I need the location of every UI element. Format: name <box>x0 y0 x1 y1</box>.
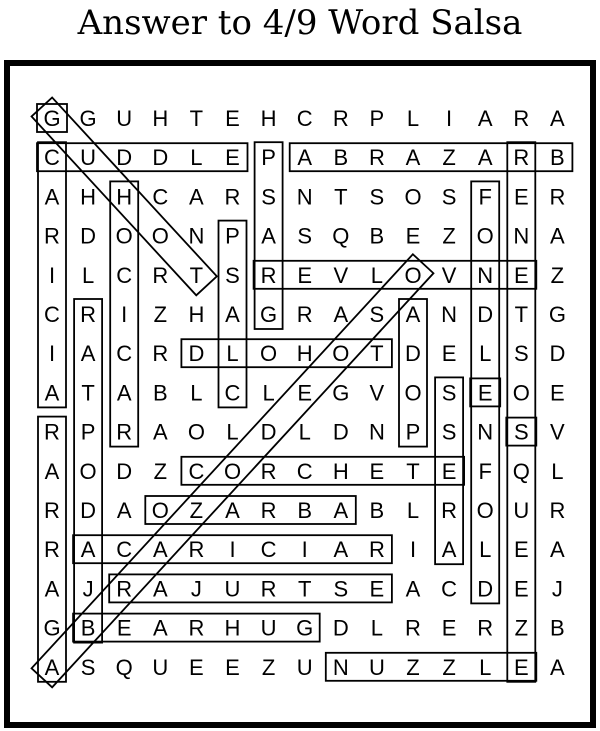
grid-letter: R <box>260 458 277 484</box>
grid-letter: Z <box>261 654 276 680</box>
grid-letter: C <box>224 380 241 406</box>
grid-letter: S <box>441 380 457 406</box>
grid-letter: R <box>188 537 205 563</box>
grid-letter: I <box>446 106 453 131</box>
letter-grid <box>43 106 566 680</box>
grid-letter: T <box>189 106 204 131</box>
grid-letter: A <box>333 302 349 327</box>
grid-letter: S <box>369 302 385 327</box>
grid-letter: N <box>513 223 530 249</box>
grid-letter: A <box>80 341 96 367</box>
grid-letter: E <box>550 380 565 406</box>
grid-letter: E <box>513 262 529 288</box>
grid-letter: C <box>44 145 60 171</box>
grid-letter: N <box>296 184 313 210</box>
grid-letter: R <box>513 145 530 171</box>
grid-letter: Q <box>332 223 350 249</box>
grid-letter: Z <box>189 498 204 523</box>
grid-letter: U <box>260 615 277 641</box>
grid-letter: A <box>261 223 276 249</box>
grid-letter: N <box>368 419 385 445</box>
grid-letter: S <box>513 341 529 367</box>
grid-letter: Q <box>512 458 530 484</box>
grid-letter: E <box>189 654 204 680</box>
grid-letter: G <box>548 302 566 327</box>
grid-letter: E <box>441 458 457 484</box>
grid-letter: G <box>43 615 61 641</box>
grid-letter: T <box>370 341 384 367</box>
grid-letter: E <box>513 654 529 680</box>
grid-letter: O <box>187 419 205 445</box>
grid-letter: N <box>477 262 494 288</box>
grid-letter: S <box>441 419 457 445</box>
grid-letter: L <box>190 380 203 406</box>
grid-letter: R <box>296 302 313 327</box>
grid-letter: H <box>188 302 205 327</box>
word-search-board <box>4 60 596 728</box>
grid-letter: A <box>116 380 132 406</box>
grid-letter: I <box>409 537 417 563</box>
grid-letter: O <box>404 262 422 288</box>
grid-letter: E <box>477 380 493 406</box>
grid-letter: L <box>370 615 384 641</box>
grid-letter: S <box>513 419 529 445</box>
grid-letter: B <box>369 498 385 523</box>
grid-letter: S <box>333 576 349 602</box>
grid-letter: R <box>152 262 169 288</box>
grid-letter: D <box>405 341 421 367</box>
grid-letter: U <box>513 498 530 523</box>
grid-letter: V <box>333 262 349 288</box>
grid-letter: L <box>406 498 420 523</box>
grid-letter: R <box>405 615 421 641</box>
grid-letter: A <box>152 419 168 445</box>
grid-letter: D <box>549 341 566 367</box>
grid-letter: Z <box>406 654 420 680</box>
grid-letter: C <box>260 537 277 563</box>
answer-outline <box>290 143 573 171</box>
grid-letter: O <box>151 498 169 523</box>
grid-letter: Z <box>153 458 168 484</box>
grid-letter: E <box>297 262 313 288</box>
grid-letter: P <box>369 106 385 131</box>
grid-letter: G <box>43 106 61 131</box>
grid-letter: C <box>116 262 133 288</box>
grid-letter: S <box>225 262 240 288</box>
grid-letter: Z <box>550 262 565 288</box>
grid-letter: A <box>44 380 60 406</box>
grid-letter: L <box>190 145 203 171</box>
grid-letter: E <box>116 615 132 641</box>
grid-letter: A <box>550 106 565 131</box>
grid-letter: I <box>48 262 56 288</box>
grid-letter: R <box>513 106 530 131</box>
grid-letter: D <box>152 145 169 171</box>
grid-letter: S <box>297 223 313 249</box>
grid-letter: B <box>550 145 565 171</box>
grid-letter: N <box>441 302 458 327</box>
grid-letter: L <box>479 654 492 680</box>
grid-letter: R <box>80 302 97 327</box>
grid-letter: H <box>116 184 133 210</box>
grid-letter: A <box>405 145 421 171</box>
grid-letter: U <box>368 654 385 680</box>
grid-letter: F <box>478 184 492 210</box>
grid-letter: A <box>152 576 168 602</box>
grid-letter: O <box>260 341 278 367</box>
grid-letter: C <box>441 576 458 602</box>
grid-letter: O <box>476 223 494 249</box>
grid-letter: Z <box>153 302 168 327</box>
grid-letter: H <box>224 615 241 641</box>
grid-letter: O <box>223 458 242 484</box>
grid-letter: D <box>116 458 133 484</box>
grid-letter: A <box>477 106 493 131</box>
grid-letter: E <box>225 106 240 131</box>
grid-letter: A <box>225 498 240 523</box>
grid-letter: R <box>260 262 277 288</box>
grid-letter: E <box>441 341 457 367</box>
grid-letter: J <box>551 576 563 602</box>
grid-letter: J <box>82 576 94 602</box>
grid-letter: E <box>225 145 240 171</box>
grid-letter: A <box>550 537 565 563</box>
grid-letter: A <box>333 537 349 563</box>
grid-letter: V <box>369 380 385 406</box>
grid-letter: R <box>549 184 566 210</box>
grid-letter: R <box>368 145 385 171</box>
grid-letter: L <box>298 419 311 445</box>
grid-letter: D <box>80 498 97 523</box>
grid-letter: O <box>404 184 422 210</box>
grid-letter: L <box>370 262 384 288</box>
grid-letter: H <box>80 184 97 210</box>
grid-letter: R <box>224 184 241 210</box>
grid-letter: A <box>405 576 421 602</box>
grid-letter: E <box>369 458 385 484</box>
grid-letter: U <box>116 106 133 131</box>
grid-letter: T <box>81 380 95 406</box>
grid-letter: S <box>369 184 385 210</box>
grid-letter: L <box>551 458 564 484</box>
grid-letter: T <box>297 576 312 602</box>
grid-letter: T <box>406 458 420 484</box>
grid-letter: A <box>80 537 96 563</box>
grid-letter: R <box>44 498 60 523</box>
grid-letter: B <box>550 615 565 641</box>
grid-letter: T <box>514 302 529 327</box>
grid-letter: V <box>550 419 565 445</box>
grid-letter: O <box>332 341 350 367</box>
grid-letter: Q <box>115 654 133 680</box>
grid-letter: U <box>80 145 97 171</box>
grid-letter: T <box>334 184 348 210</box>
grid-letter: L <box>81 262 95 288</box>
grid-letter: P <box>225 223 240 249</box>
grid-letter: R <box>332 106 349 131</box>
grid-letter: G <box>260 302 278 327</box>
grid-letter: A <box>44 458 60 484</box>
grid-letter: E <box>225 654 240 680</box>
grid-letter: C <box>116 341 133 367</box>
grid-letter: E <box>441 615 457 641</box>
grid-letter: L <box>406 106 420 131</box>
grid-letter: D <box>332 615 349 641</box>
grid-letter: R <box>116 419 133 445</box>
grid-letter: C <box>116 537 133 563</box>
grid-letter: B <box>369 223 385 249</box>
grid-letter: R <box>152 341 169 367</box>
grid-letter: A <box>225 302 240 327</box>
grid-letter: A <box>477 145 493 171</box>
grid-letter: Z <box>442 145 456 171</box>
grid-letter: G <box>296 615 314 641</box>
grid-letter: I <box>121 302 128 327</box>
grid-letter: A <box>405 302 421 327</box>
grid-letter: L <box>479 537 492 563</box>
grid-letter: O <box>476 498 494 523</box>
grid-letter: E <box>297 380 313 406</box>
grid-letter: A <box>441 537 457 563</box>
grid-letter: C <box>296 458 313 484</box>
grid-letter: H <box>152 106 169 131</box>
grid-letter: O <box>151 223 169 249</box>
grid-letter: A <box>550 654 565 680</box>
grid-letter: C <box>296 106 313 131</box>
grid-letter: U <box>296 654 313 680</box>
grid-letter: A <box>550 223 565 249</box>
grid-letter: D <box>260 419 277 445</box>
grid-letter: H <box>296 341 313 367</box>
grid-letter: E <box>369 576 385 602</box>
grid-letter: O <box>512 380 530 406</box>
grid-letter: Z <box>514 615 529 641</box>
grid-letter: B <box>152 380 168 406</box>
grid-letter: R <box>260 576 277 602</box>
grid-letter: Z <box>442 654 456 680</box>
puzzle-title: Answer to 4/9 Word Salsa <box>77 3 523 43</box>
grid-letter: D <box>188 341 205 367</box>
grid-letter: D <box>477 302 494 327</box>
grid-letter: L <box>262 380 275 406</box>
grid-letter: P <box>80 419 96 445</box>
grid-letter: E <box>405 223 421 249</box>
grid-letter: J <box>190 576 202 602</box>
grid-letter: U <box>152 654 169 680</box>
grid-letter: O <box>115 223 133 249</box>
grid-letter: G <box>79 106 97 131</box>
grid-letter: N <box>477 419 494 445</box>
grid-letter: C <box>152 184 169 210</box>
grid-letter: A <box>44 654 60 680</box>
grid-letter: R <box>188 615 205 641</box>
grid-letter: Z <box>442 223 456 249</box>
grid-letter: R <box>477 615 494 641</box>
grid-letter: T <box>189 262 204 288</box>
grid-letter: D <box>80 223 97 249</box>
grid-letter: A <box>189 184 204 210</box>
grid-letter: D <box>116 145 133 171</box>
grid-letter: F <box>478 458 492 484</box>
grid-letter: A <box>152 537 168 563</box>
grid-letter: C <box>188 458 205 484</box>
grid-letter: E <box>513 576 529 602</box>
grid-letter: R <box>260 498 277 523</box>
grid-letter: R <box>441 498 458 523</box>
grid-letter: A <box>44 184 60 210</box>
grid-letter: D <box>477 576 494 602</box>
grid-letter: G <box>332 380 350 406</box>
grid-letter: A <box>333 498 349 523</box>
grid-letter: A <box>116 498 132 523</box>
grid-letter: I <box>48 341 56 367</box>
grid-letter: R <box>116 576 133 602</box>
grid-letter: E <box>513 184 529 210</box>
grid-letter: H <box>260 106 277 131</box>
grid-letter: R <box>549 498 566 523</box>
grid-letter: B <box>333 145 349 171</box>
grid-letter: R <box>44 537 60 563</box>
grid-letter: V <box>441 262 457 288</box>
grid-letter: N <box>332 654 349 680</box>
grid-letter: C <box>44 302 60 327</box>
grid-letter: I <box>301 537 308 563</box>
grid-letter: L <box>226 341 239 367</box>
grid-letter: O <box>79 458 97 484</box>
grid-letter: P <box>261 145 276 171</box>
grid-letter: S <box>80 654 96 680</box>
grid-letter: R <box>44 419 60 445</box>
grid-letter: D <box>332 419 349 445</box>
grid-letter: U <box>224 576 241 602</box>
grid-letter: L <box>479 341 492 367</box>
grid-letter: S <box>441 184 457 210</box>
grid-letter: O <box>404 380 422 406</box>
grid-letter: A <box>152 615 168 641</box>
grid-letter: B <box>297 498 313 523</box>
grid-letter: S <box>261 184 276 210</box>
grid-letter: A <box>44 576 60 602</box>
grid-letter: E <box>513 537 529 563</box>
grid-letter: I <box>229 537 236 563</box>
grid-letter: B <box>80 615 96 641</box>
grid-letter: N <box>188 223 205 249</box>
grid-letter: L <box>226 419 239 445</box>
answer-outline <box>326 653 537 681</box>
word-search-grid <box>10 66 590 722</box>
grid-letter: R <box>44 223 60 249</box>
grid-letter: H <box>332 458 349 484</box>
grid-letter: R <box>368 537 385 563</box>
grid-letter: P <box>405 419 421 445</box>
grid-letter: A <box>297 145 313 171</box>
